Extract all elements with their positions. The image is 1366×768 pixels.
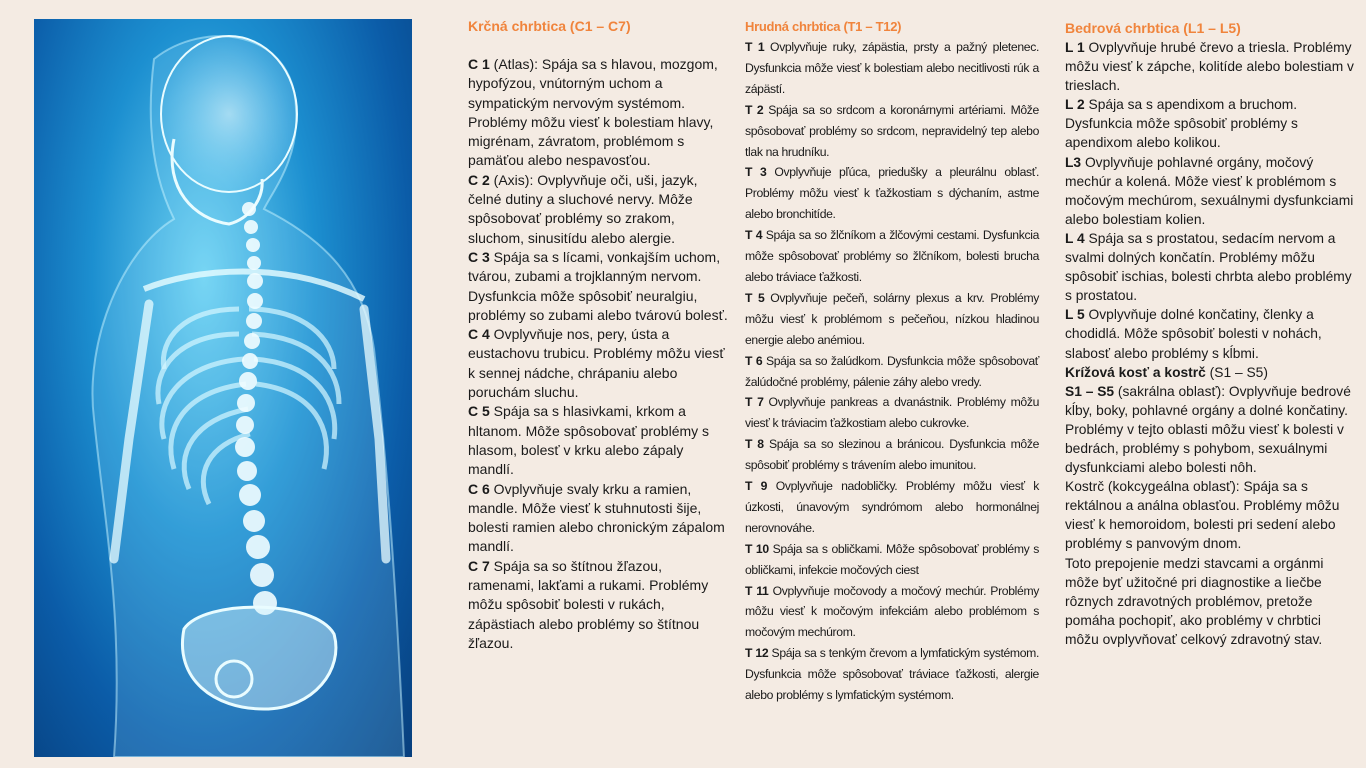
- lumbar-code: L 1: [1065, 40, 1085, 55]
- thoracic-item: [745, 476, 1039, 539]
- thoracic-text: Ovplyvňuje pečeň, solárny plexus a krv. Problémy môžu viesť k problémom s pečeňou, nízkou hladinou energie alebo anémiou.: [745, 290, 1039, 347]
- thoracic-code: T 8: [745, 437, 764, 452]
- cervical-text: Ovplyvňuje svaly krku a ramien, mandle. Môže viesť k stuhnutosti šije, bolesti ramien alebo chronickým zápalom mandlí.: [468, 480, 725, 555]
- thoracic-column: [745, 17, 1039, 706]
- cervical-text: Spája sa so štítnou žľazou, ramenami, lakťami a rukami. Problémy môžu spôsobiť bolesti v rukách, zápästiach alebo problémy so štítnou žľazou.: [468, 557, 709, 651]
- thoracic-text: Spája sa so slezinou a bránicou. Dysfunkcia môže spôsobiť problémy s trávením alebo imunitou.: [745, 437, 1039, 473]
- thoracic-code: T 3: [745, 165, 767, 180]
- sacral-code: S1 – S5: [1065, 383, 1115, 399]
- thoracic-item: [745, 288, 1039, 351]
- cervical-text: Ovplyvňuje nos, pery, ústa a eustachovu trubicu. Problémy môžu viesť k sennej nádche, chrápaniu alebo poruchám sluchu.: [468, 326, 725, 401]
- sacral-heading-line: [1065, 363, 1355, 382]
- cervical-code: C 1: [468, 56, 490, 72]
- thoracic-item: [745, 581, 1039, 644]
- thoracic-item: [745, 539, 1039, 581]
- thoracic-text: Ovplyvňuje pankreas a dvanástnik. Problémy môžu viesť k tráviacim ťažkostiam alebo cukrovke.: [745, 395, 1039, 431]
- lumbar-code: L 5: [1065, 307, 1085, 323]
- sacral-text: (sakrálna oblasť): Ovplyvňuje bedrové kĺby, boky, pohlavné orgány a dolné končatiny. Problémy v tejto oblasti môžu viesť k bolesti v bedrách, problémy s pohybom, sexuálnymi dysfunkciami alebo bolesti nôh.: [1065, 383, 1351, 476]
- sacral-heading: Krížová kosť a kostrč: [1065, 364, 1206, 380]
- thoracic-text: Spája sa so žalúdkom. Dysfunkcia môže spôsobovať žalúdočné problémy, pálenie záhy alebo vredy.: [745, 353, 1039, 389]
- lumbar-column: [1065, 19, 1355, 649]
- cervical-item: [468, 325, 730, 402]
- thoracic-text: Spája sa s obličkami. Môže spôsobovať problémy s obličkami, infekcie močových ciest: [745, 541, 1039, 577]
- thoracic-text: Ovplyvňuje pľúca, priedušky a pleurálnu oblasť. Problémy môžu viesť k ťažkostiam s dýchaním, astme alebo bronchitíde.: [745, 165, 1039, 222]
- lumbar-item: [1065, 38, 1355, 95]
- cervical-text: Spája sa s hlasivkami, krkom a hltanom. Môže spôsobovať problémy s hlasom, bolesť v krku alebo zápaly mandlí.: [468, 403, 710, 478]
- thoracic-code: T 10: [745, 541, 769, 556]
- sacral-range: (S1 – S5): [1205, 364, 1268, 380]
- thoracic-item: [745, 225, 1039, 288]
- lumbar-item: [1065, 229, 1355, 305]
- thoracic-text: Ovplyvňuje ruky, zápästia, prsty a pažný pletenec. Dysfunkcia môže viesť k bolestiam alebo necitlivosti rúk a zápästí.: [745, 40, 1039, 96]
- cervical-code: C 7: [468, 557, 490, 574]
- thoracic-item: [745, 643, 1039, 706]
- lumbar-text: Spája sa s apendixom a bruchom. Dysfunkcia môže spôsobiť problémy s apendixom alebo kolikou.: [1065, 97, 1298, 151]
- cervical-item: [468, 171, 730, 248]
- thoracic-text: Spája sa s tenkým črevom a lymfatickým systémom. Dysfunkcia môže spôsobovať tráviace ťažkosti, alergie alebo problémy s lymfatickým systémom.: [745, 646, 1039, 703]
- thoracic-item: [745, 162, 1039, 225]
- thoracic-item: [745, 392, 1039, 434]
- lumbar-text: Ovplyvňuje dolné končatiny, členky a chodidlá. Môže spôsobiť bolesti v nohách, slabosť alebo problémy s kĺbmi.: [1065, 307, 1322, 361]
- thoracic-text: Ovplyvňuje močovody a močový mechúr. Problémy môžu viesť k močovým infekciám alebo problémom s močovým mechúrom.: [745, 583, 1039, 640]
- thoracic-code: T 7: [745, 395, 764, 410]
- sacral-paragraph: [1065, 382, 1355, 477]
- cervical-item: [468, 55, 730, 171]
- cervical-item: [468, 557, 730, 653]
- cervical-column: [468, 17, 730, 653]
- thoracic-code: T 11: [745, 583, 769, 598]
- cervical-code: C 6: [468, 480, 490, 497]
- skeleton-graphic: [34, 19, 412, 757]
- lumbar-code: L3: [1065, 154, 1082, 170]
- thoracic-item: [745, 351, 1039, 393]
- thoracic-code: T 12: [745, 646, 769, 661]
- thoracic-code: T 5: [745, 290, 765, 305]
- cervical-code: C 2: [468, 171, 490, 188]
- thoracic-code: T 9: [745, 479, 768, 494]
- lumbar-text: Spája sa s prostatou, sedacím nervom a svalmi dolných končatín. Problémy môžu spôsobiť ischias, bolesti chrbta alebo problémy s prostatou.: [1065, 230, 1352, 304]
- cervical-text: (Axis): Ovplyvňuje oči, uši, jazyk, čelné dutiny a sluchové nervy. Môže spôsobovať problémy so zrakom, sluchom, sinusitídu alebo alergie.: [468, 171, 698, 246]
- coccyx-paragraph: Kostrč (kokcygeálna oblasť): Spája sa s rektálnou a análna oblasťou. Problémy môžu viesť k hemoroidom, bolesti pri sedení alebo problémy s panvovým dnom.: [1065, 479, 1340, 552]
- lumbar-text: Ovplyvňuje hrubé črevo a triesla. Problémy môžu viesť k zápche, kolitíde alebo bolestiam v trieslach.: [1065, 40, 1354, 94]
- cervical-item: [468, 480, 730, 557]
- thoracic-item: [745, 37, 1039, 100]
- lumbar-item: [1065, 305, 1355, 362]
- lumbar-item: [1065, 95, 1355, 152]
- cervical-heading: Krčná chrbtica (C1 – C7): [468, 18, 631, 34]
- thoracic-code: T 4: [745, 228, 763, 243]
- lumbar-heading: Bedrová chrbtica (L1 – L5): [1065, 20, 1241, 36]
- cervical-text: (Atlas): Spája sa s hlavou, mozgom, hypofýzou, vnútorným uchom a sympatickým nervovým systémom. Problémy môžu viesť k bolestiam hlavy, migrénam, závratom, problémom s pamäťou alebo nespavosťou.: [468, 56, 718, 169]
- lumbar-code: L 2: [1065, 97, 1085, 113]
- cervical-item: [468, 402, 730, 479]
- thoracic-item: [745, 434, 1039, 476]
- lumbar-item: [1065, 153, 1355, 229]
- thoracic-heading: Hrudná chrbtica (T1 – T12): [745, 19, 902, 34]
- lumbar-list: [1065, 38, 1355, 363]
- thoracic-text: Spája sa so žlčníkom a žlčovými cestami. Dysfunkcia môže spôsobovať problémy so žlčníkom, bolesti brucha alebo tráviace ťažkosti.: [745, 228, 1039, 284]
- skeleton-illustration: [34, 19, 412, 757]
- thoracic-code: T 2: [745, 102, 764, 117]
- cervical-code: C 5: [468, 403, 490, 420]
- cervical-text: Spája sa s lícami, vonkajším uchom, tvárou, zubami a trojklanným nervom. Dysfunkcia môže spôsobiť neuralgiu, problémy so zubami alebo tvárovú bolesť.: [468, 248, 728, 323]
- thoracic-list: [745, 37, 1039, 706]
- thoracic-code: T 6: [745, 353, 763, 368]
- cervical-item: [468, 248, 730, 325]
- cervical-list: [468, 55, 730, 653]
- thoracic-text: Ovplyvňuje nadobličky. Problémy môžu viesť k úzkosti, únavovým syndrómom alebo hormonálnej nerovnováhe.: [745, 479, 1039, 535]
- conclusion-paragraph: Toto prepojenie medzi stavcami a orgánmi môže byť užitočné pri diagnostike a liečbe rôznych zdravotných problémov, pretože pomáha pochopiť, ako problémy v chrbtici môžu ovplyvňovať celkový zdravotný stav.: [1065, 555, 1324, 647]
- thoracic-text: Spája sa so srdcom a koronárnymi artériami. Môže spôsobovať problémy so srdcom, nepravidelný tep alebo tlak na hrudníku.: [745, 102, 1039, 159]
- lumbar-text: Ovplyvňuje pohlavné orgány, močový mechúr a kolená. Môže viesť k problémom s močovým mechúrom, sexuálnymi dysfunkciami alebo bolestiam kolien.: [1065, 154, 1354, 227]
- cervical-code: C 4: [468, 326, 490, 343]
- lumbar-code: L 4: [1065, 230, 1085, 246]
- thoracic-code: T 1: [745, 40, 765, 54]
- cervical-code: C 3: [468, 248, 490, 265]
- thoracic-item: [745, 100, 1039, 163]
